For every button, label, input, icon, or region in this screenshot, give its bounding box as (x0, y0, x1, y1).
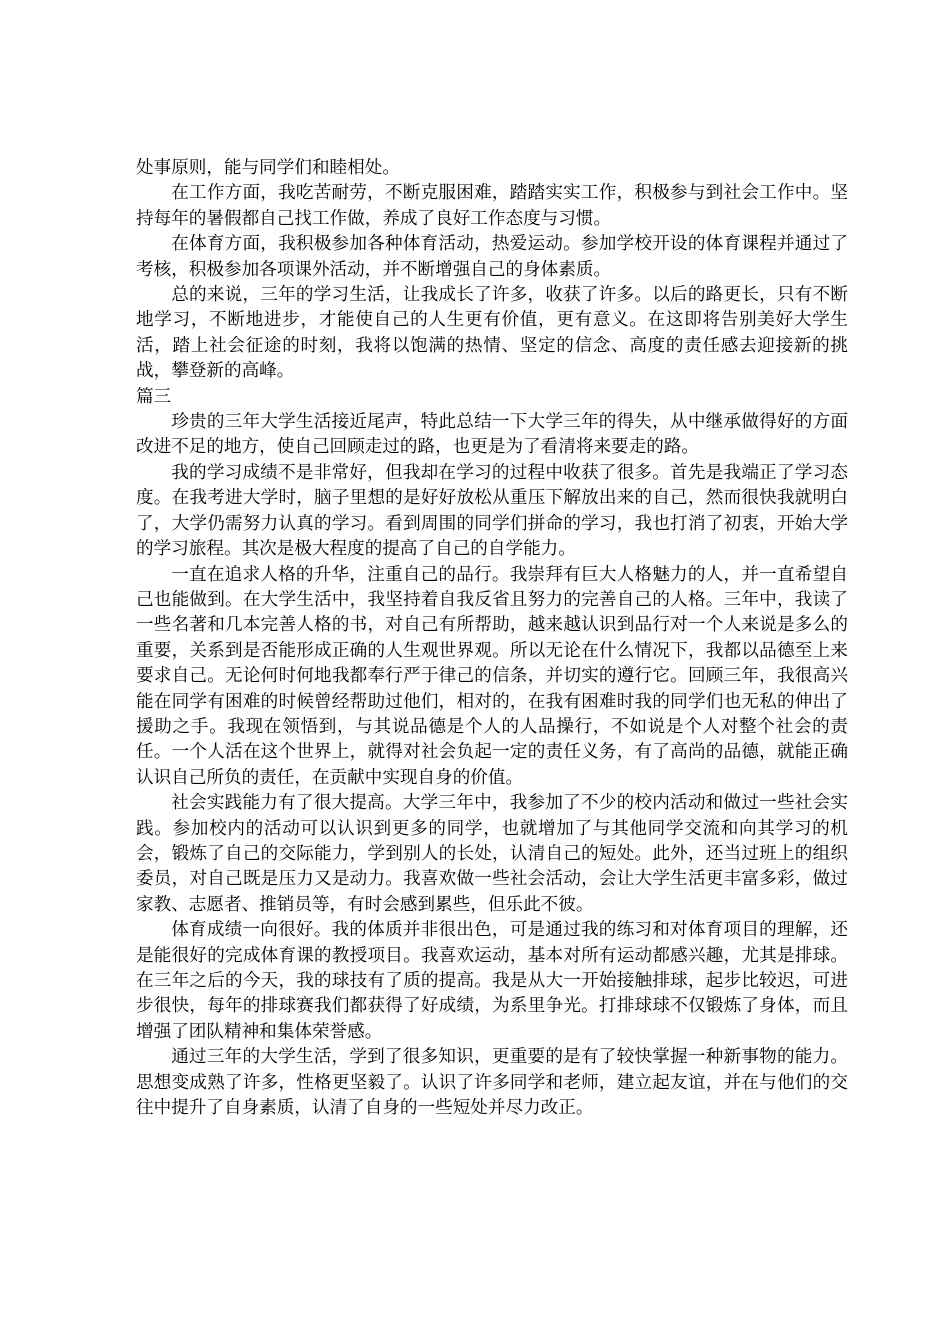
paragraph: 我的学习成绩不是非常好，但我却在学习的过程中收获了很多。首先是我端正了学习态度。在我考进大学时，脑子里想的是好好放松从重压下解放出来的自己，然而很快我就明白了，大学仍需努力认真的学习。看到周围的同学们拼命的学习，我也打消了初衷，开始大学的学习旅程。其次是极大程度的提高了自己的自学能力。 (136, 462, 848, 560)
paragraph: 一直在追求人格的升华，注重自己的品行。我崇拜有巨大人格魅力的人，并一直希望自己也能做到。在大学生活中，我坚持着自我反省且努力的完善自己的人格。三年中，我读了一些名著和几本完善人格的书，对自己有所帮助，越来越认识到品行对一个人来说是多么的重要，关系到是否能形成正确的人生观世界观。所以无论在什么情况下，我都以品德至上来要求自己。无论何时何地我都奉行严于律己的信条，并切实的遵行它。回顾三年，我很高兴能在同学有困难的时候曾经帮助过他们，相对的，在我有困难时我的同学们也无私的伸出了援助之手。我现在领悟到，与其说品德是个人的人品操行，不如说是个人对整个社会的责任。一个人活在这个世界上，就得对社会负起一定的责任义务，有了高尚的品德，就能正确认识自己所负的责任，在贡献中实现自身的价值。 (136, 564, 848, 788)
paragraph: 珍贵的三年大学生活接近尾声，特此总结一下大学三年的得失，从中继承做得好的方面改进不足的地方，使自己回顾走过的路，也更是为了看清将来要走的路。 (136, 412, 848, 458)
paragraph: 社会实践能力有了很大提高。大学三年中，我参加了不少的校内活动和做过一些社会实践。参加校内的活动可以认识到更多的同学，也就增加了与其他同学交流和向其学习的机会，锻炼了自己的交际能力，学到别人的长处，认清自己的短处。此外，还当过班上的组织委员，对自己既是压力又是动力。我喜欢做一些社会活动，会让大学生活更丰富多彩，做过家教、志愿者、推销员等，有时会感到累些，但乐此不彼。 (136, 793, 848, 915)
document-page (136, 156, 848, 1121)
paragraph: 在工作方面，我吃苦耐劳，不断克服困难，踏踏实实工作，积极参与到社会工作中。坚持每年的暑假都自己找工作做，养成了良好工作态度与习惯。 (136, 183, 848, 229)
paragraph: 在体育方面，我积极参加各种体育活动，热爱运动。参加学校开设的体育课程并通过了考核，积极参加各项课外活动，并不断增强自己的身体素质。 (136, 234, 848, 280)
paragraph: 处事原则，能与同学们和睦相处。 (136, 158, 400, 178)
paragraph: 总的来说，三年的学习生活，让我成长了许多，收获了许多。以后的路更长，只有不断地学习，不断地进步，才能使自己的人生更有价值，更有意义。在这即将告别美好大学生活，踏上社会征途的时刻，我将以饱满的热情、坚定的信念、高度的责任感去迎接新的挑战，攀登新的高峰。 (136, 285, 848, 382)
paragraph: 体育成绩一向很好。我的体质并非很出色，可是通过我的练习和对体育项目的理解，还是能很好的完成体育课的教授项目。我喜欢运动，基本对所有运动都感兴趣，尤其是排球。在三年之后的今天，我的球技有了质的提高。我是从大一开始接触排球，起步比较迟，可进步很快，每年的排球赛我们都获得了好成绩，为系里争光。打排球球不仅锻炼了身体，而且增强了团队精神和集体荣誉感。 (136, 920, 848, 1042)
section-heading: 篇三 (136, 386, 172, 407)
paragraph: 通过三年的大学生活，学到了很多知识，更重要的是有了较快掌握一种新事物的能力。思想变成熟了许多，性格更坚毅了。认识了许多同学和老师，建立起友谊，并在与他们的交往中提升了自身素质，认清了自身的一些短处并尽力改正。 (136, 1047, 848, 1119)
